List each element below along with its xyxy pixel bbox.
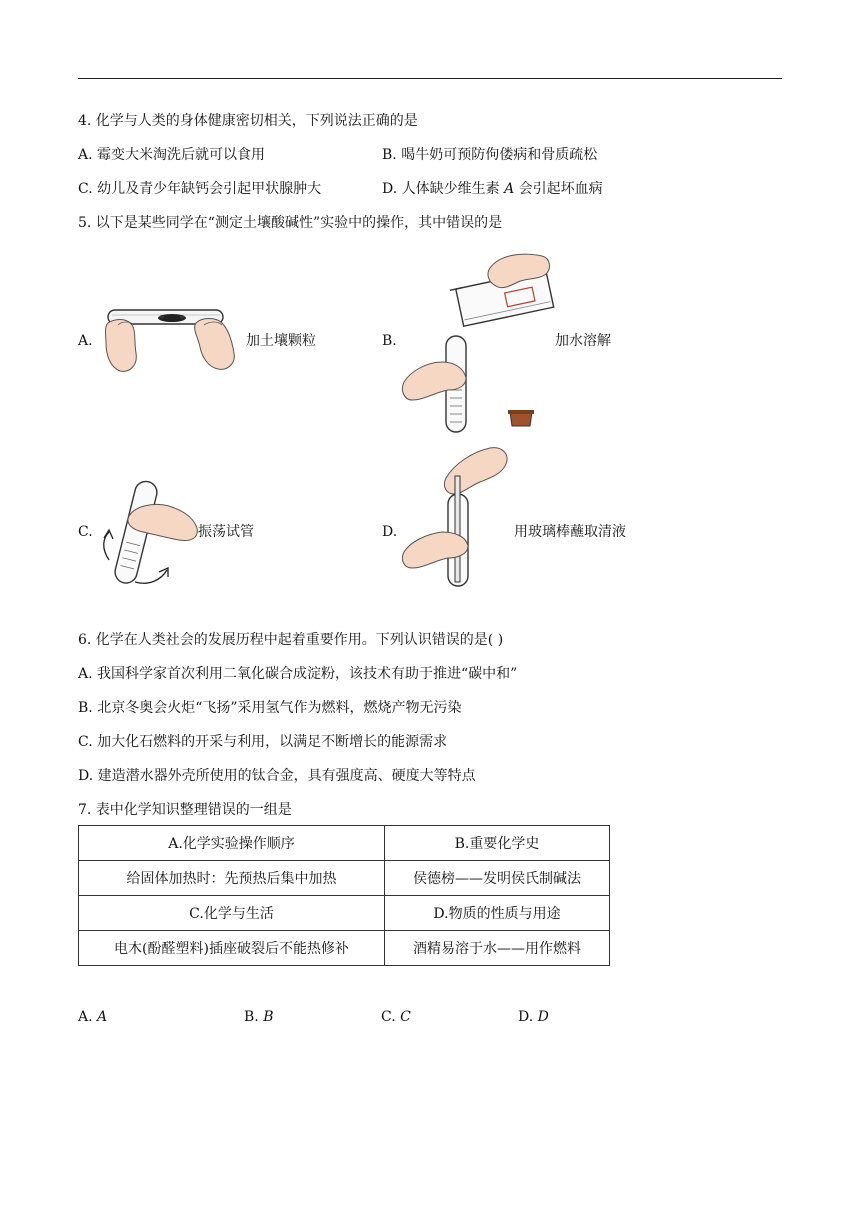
q7-option-c[interactable] [381,1007,411,1027]
q7-option-c-prefix: C. [381,1009,401,1025]
table-row [79,826,610,861]
table-cell: 给固体加热时：先预热后集中加热 [79,861,385,896]
table-cell: C.化学与生活 [79,896,385,931]
table-cell: B.重要化学史 [385,826,610,861]
q6-option-d[interactable]: D. 建造潜水器外壳所使用的钛合金，具有强度高、硬度大等特点 [78,768,476,784]
q6-option-b[interactable]: B. 北京冬奥会火炬“飞扬”采用氢气作为燃料，燃烧产物无污染 [78,700,462,716]
q4-stem: 4. 化学与人类的身体健康密切相关，下列说法正确的是 [78,113,418,129]
q7-option-a-letter: A [97,1009,108,1025]
table-row [79,931,610,966]
q6-stem: 6. 化学在人类社会的发展历程中起着重要作用。下列认识错误的是( ) [78,632,504,648]
q6-option-a[interactable]: A. 我国科学家首次利用二氧化碳合成淀粉，该技术有助于推进“碳中和” [78,666,518,682]
q5-figure-a-add-soil-icon [100,295,240,375]
q7-table [78,825,610,966]
q5-figure-d-glass-rod-icon [402,446,514,591]
q5-option-a-letter[interactable]: A. [78,333,93,349]
q5-figure-b-add-water-icon [400,250,560,440]
q5-stem: 5. 以下是某些同学在“测定土壤酸碱性”实验中的操作，其中错误的是 [78,215,503,231]
q5-option-d-letter[interactable]: D. [382,524,398,540]
q5-option-d-label: 用玻璃棒蘸取清液 [514,524,626,540]
table-row [79,896,610,931]
q5-option-b-label: 加水溶解 [555,333,611,349]
q7-option-d[interactable] [518,1007,549,1027]
q5-option-a-label: 加土壤颗粒 [246,333,316,349]
table-cell: 侯德榜——发明侯氏制碱法 [385,861,610,896]
q4-option-c[interactable]: C. 幼儿及青少年缺钙会引起甲状腺肿大 [78,181,322,197]
q4-option-d-letter: A [504,181,515,197]
q4-option-a[interactable]: A. 霉变大米淘洗后就可以食用 [78,147,266,163]
q7-option-b-letter: B [263,1009,274,1025]
q7-option-d-prefix: D. [518,1009,538,1025]
q4-option-b[interactable]: B. 喝牛奶可预防佝偻病和骨质疏松 [382,147,598,163]
q4-option-d-suffix: 会引起坏血病 [514,181,603,197]
table-cell: D.物质的性质与用途 [385,896,610,931]
q7-stem: 7. 表中化学知识整理错误的一组是 [78,802,292,818]
q4-option-d-prefix: D. 人体缺少维生素 [382,181,505,197]
q6-option-c[interactable]: C. 加大化石燃料的开采与利用，以满足不断增长的能源需求 [78,734,448,750]
table-cell: 电木(酚醛塑料)插座破裂后不能热修补 [79,931,385,966]
table-cell: A.化学实验操作顺序 [79,826,385,861]
q5-option-b-letter[interactable]: B. [382,333,397,349]
q5-option-c-label: 振荡试管 [198,524,254,540]
q7-option-a[interactable] [78,1007,107,1027]
q5-option-c-letter[interactable]: C. [78,524,93,540]
q5-figure-c-shake-tube-icon [95,472,200,592]
q7-option-b-prefix: B. [244,1009,264,1025]
q7-option-c-letter: C [400,1009,411,1025]
header-rule [78,78,782,79]
table-row [79,861,610,896]
q4-option-d[interactable] [382,179,603,199]
q7-option-d-letter: D [537,1009,549,1025]
q7-option-b[interactable] [244,1007,274,1027]
q7-option-a-prefix: A. [78,1009,98,1025]
table-cell: 酒精易溶于水——用作燃料 [385,931,610,966]
